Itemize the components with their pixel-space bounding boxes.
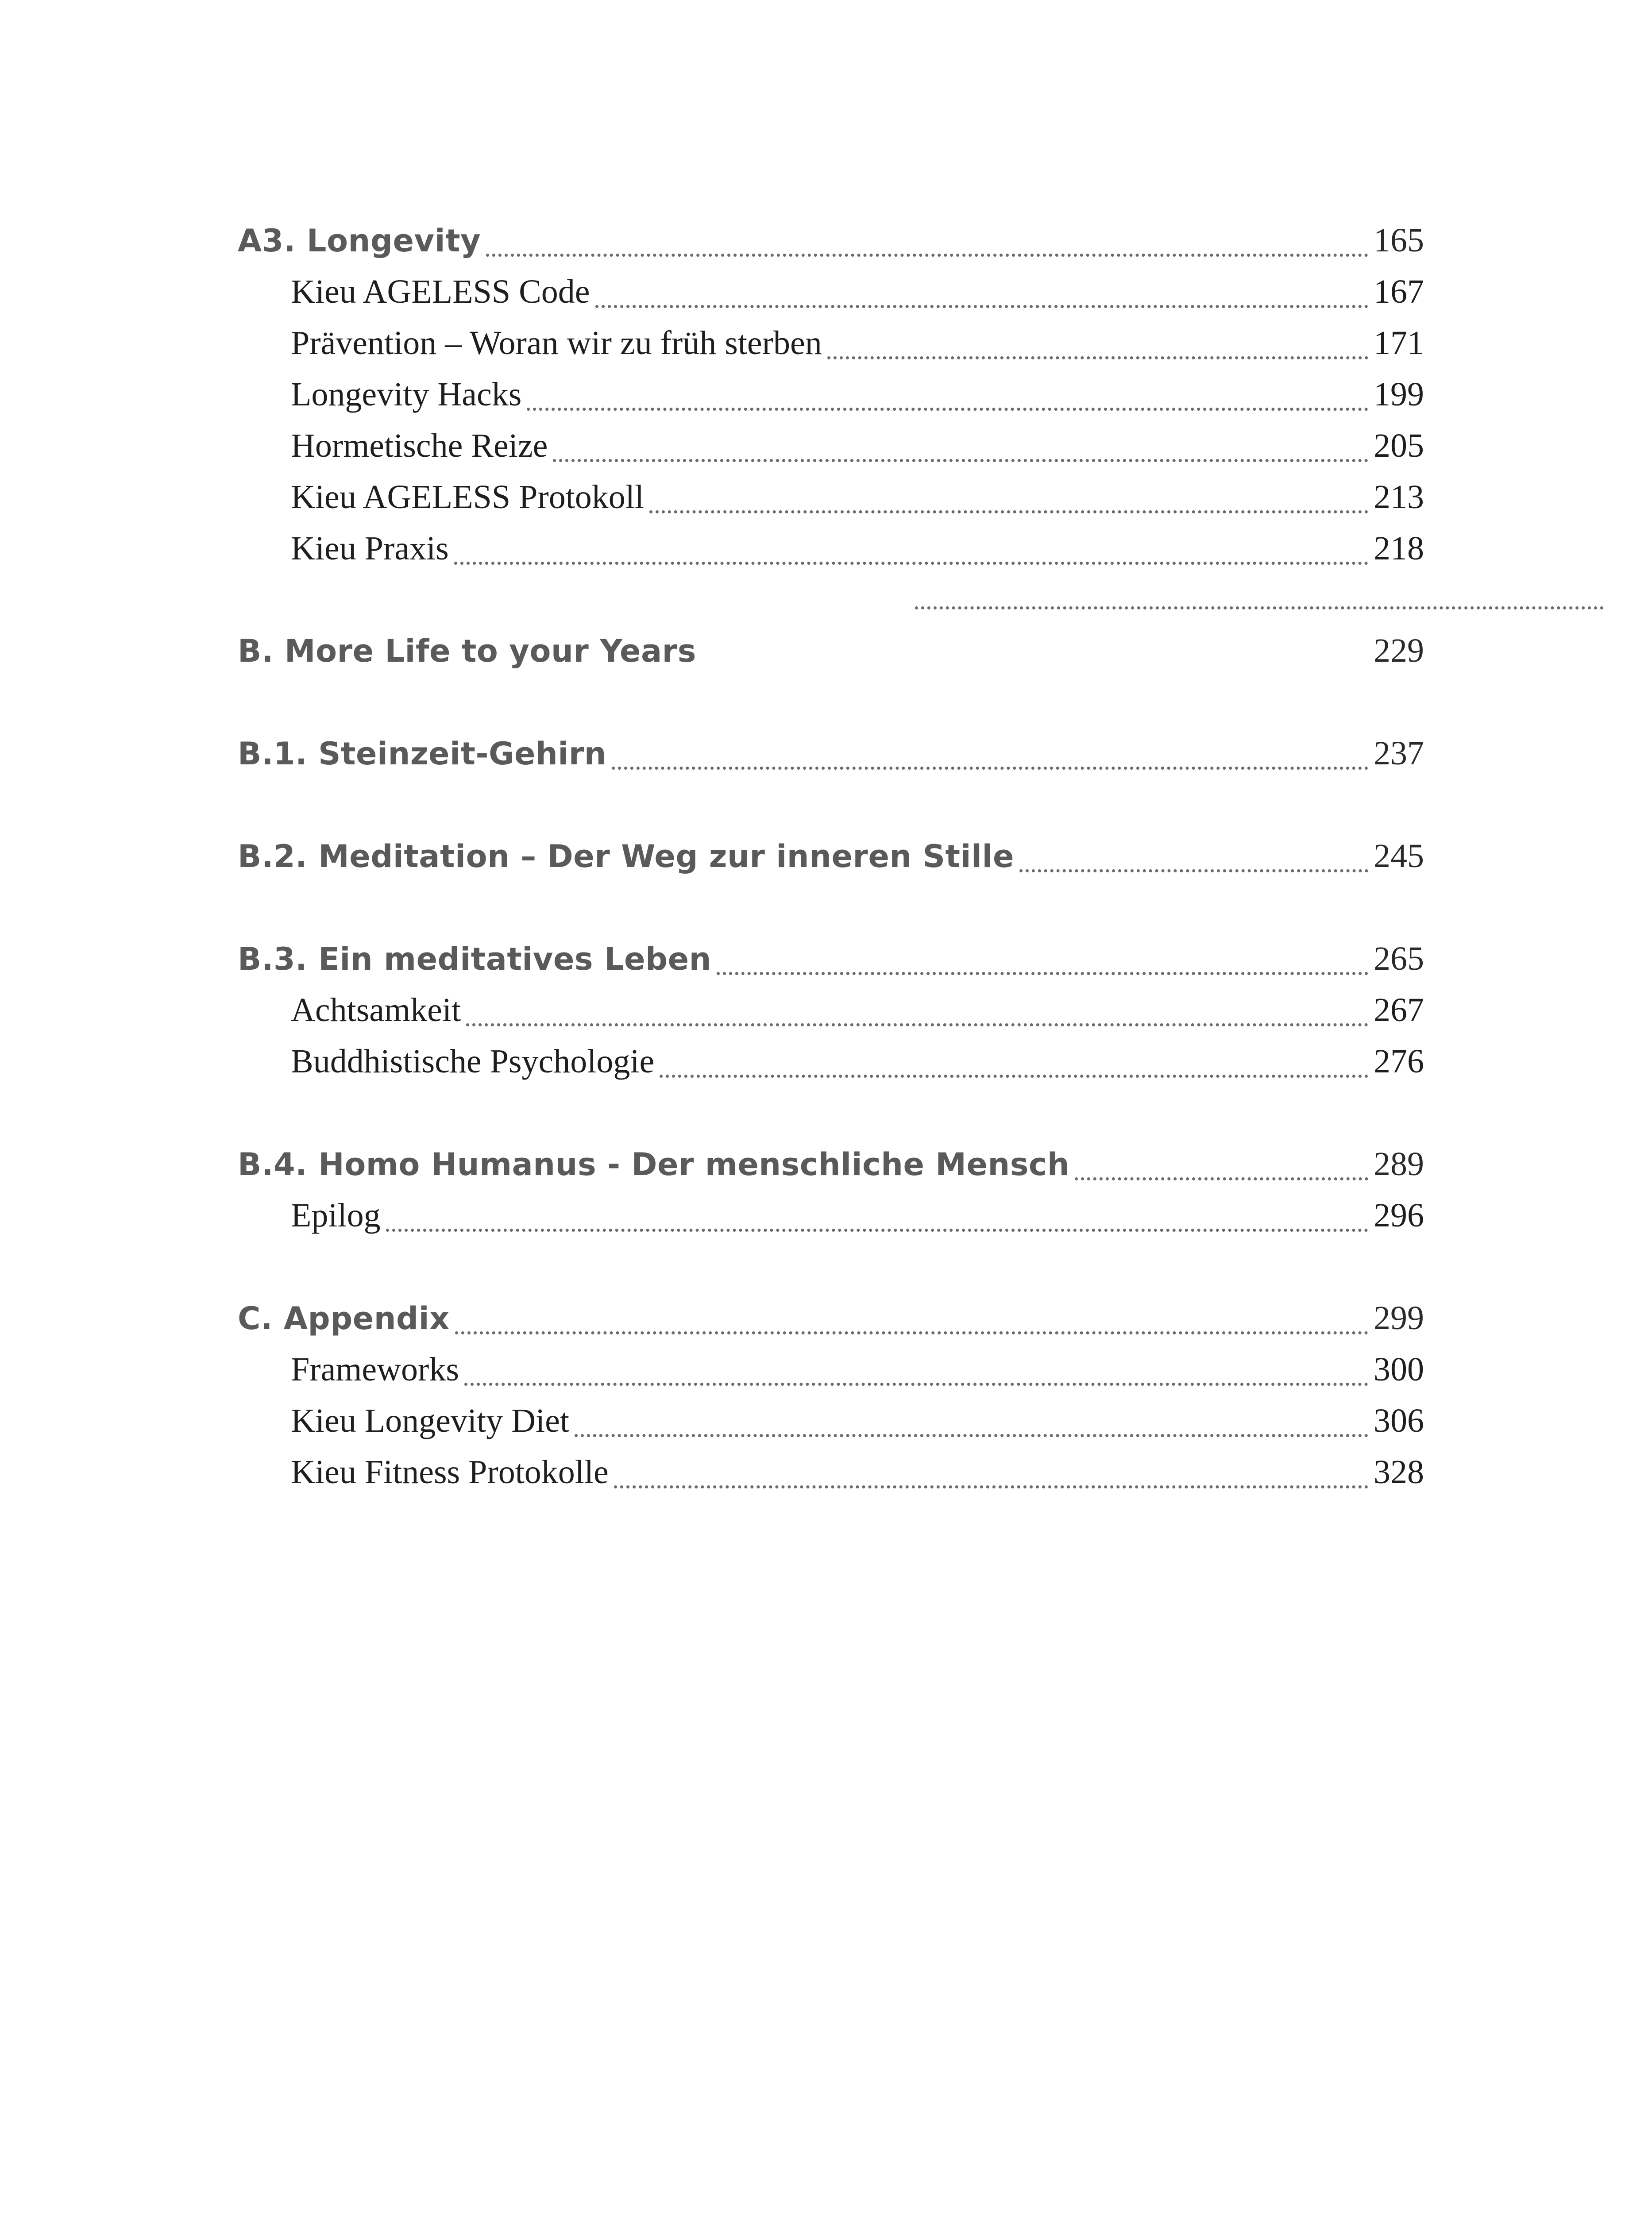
toc-entry-title: Kieu Fitness Protokolle <box>291 1453 609 1491</box>
toc-entry-title: Kieu Longevity Diet <box>291 1402 569 1439</box>
toc-leader-dots <box>595 305 1368 308</box>
toc-entry-title: A3. Longevity <box>238 223 481 259</box>
toc-entry-title: Longevity Hacks <box>291 376 522 413</box>
toc-entry-page: 289 <box>1374 1145 1424 1183</box>
toc-entry-page: 205 <box>1374 427 1424 464</box>
toc-leader-dots <box>464 1383 1368 1386</box>
toc-leader-dots <box>612 767 1368 770</box>
toc-leader-dots <box>717 972 1368 975</box>
toc-entry-page: 199 <box>1374 376 1424 413</box>
toc-entry-page: 213 <box>1374 478 1424 516</box>
toc-entry-page: 218 <box>1374 530 1424 567</box>
toc-leader-dots <box>454 562 1368 565</box>
toc-entry-page: 296 <box>1374 1197 1424 1234</box>
toc-leader-dots <box>466 1023 1368 1026</box>
toc-entry-b3-meditatives-leben <box>238 940 1424 991</box>
toc-entry-title: B.2. Meditation – Der Weg zur inneren Stille <box>238 838 1014 875</box>
toc-entry-title: Epilog <box>291 1197 381 1234</box>
toc-entry-frameworks <box>238 1350 1424 1402</box>
toc-leader-dots <box>486 254 1368 257</box>
toc-entry-title: C. Appendix <box>238 1300 450 1337</box>
toc-entry-page: 267 <box>1374 991 1424 1029</box>
toc-entry-page: 229 <box>1374 632 1424 669</box>
toc-entry-title: B. More Life to your Years <box>238 633 696 669</box>
toc-leader-dots <box>1075 1177 1368 1180</box>
toc-entry-a3-longevity <box>238 221 1424 273</box>
toc-entry-title: B.1. Steinzeit-Gehirn <box>238 736 607 772</box>
toc-leader-dots <box>614 1485 1368 1488</box>
toc-leader-dots <box>649 510 1368 513</box>
toc-entry-title: Hormetische Reize <box>291 427 548 464</box>
toc-entry-page: 306 <box>1374 1402 1424 1439</box>
toc-leader-dots <box>827 356 1368 359</box>
toc-entry-page: 265 <box>1374 940 1424 977</box>
toc-entry-praevention <box>238 324 1424 375</box>
toc-leader-dots <box>575 1434 1368 1437</box>
toc-entry-title: Kieu AGELESS Code <box>291 273 590 310</box>
toc-entry-title: Achtsamkeit <box>291 991 461 1029</box>
toc-entry-hormetische-reize <box>238 427 1424 478</box>
toc-leader-dots <box>386 1229 1368 1232</box>
toc-leader-dots <box>553 459 1368 462</box>
toc-entry-page: 237 <box>1374 735 1424 772</box>
toc-entry-kieu-ageless-protokoll <box>238 478 1424 529</box>
toc-entry-kieu-praxis <box>238 529 1424 581</box>
toc-entry-c-appendix <box>238 1299 1424 1350</box>
toc-leader-dots <box>455 1331 1368 1334</box>
toc-entry-b2-meditation <box>238 837 1424 888</box>
toc-entry-title: Prävention – Woran wir zu früh sterben <box>291 324 822 362</box>
toc-entry-kieu-longevity-diet <box>238 1402 1424 1453</box>
toc-entry-title: B.4. Homo Humanus - Der menschliche Mensch <box>238 1146 1070 1183</box>
toc-entry-b1-steinzeit-gehirn <box>238 734 1424 786</box>
toc-entry-kieu-ageless-code <box>238 273 1424 324</box>
toc-entry-b4-homo-humanus <box>238 1145 1424 1196</box>
toc-entry-title: Kieu Praxis <box>291 530 449 567</box>
toc-leader-dots <box>527 408 1368 411</box>
toc-entry-page: 276 <box>1374 1043 1424 1080</box>
toc-entry-kieu-fitness-protokolle <box>238 1453 1424 1504</box>
toc-leader-dots <box>660 1075 1368 1078</box>
toc-entry-title: Kieu AGELESS Protokoll <box>291 478 645 516</box>
toc-entry-page: 171 <box>1374 324 1424 362</box>
toc-entry-achtsamkeit <box>238 991 1424 1042</box>
toc-leader-dots <box>915 606 1604 609</box>
toc-entry-page: 165 <box>1374 222 1424 259</box>
toc-entry-title: Buddhistische Psychologie <box>291 1043 655 1080</box>
toc-entry-title: B.3. Ein meditatives Leben <box>238 941 711 977</box>
toc-entry-page: 328 <box>1374 1453 1424 1491</box>
toc-entry-longevity-hacks <box>238 375 1424 427</box>
toc-entry-b-more-life <box>238 632 1424 683</box>
toc-entry-page: 167 <box>1374 273 1424 310</box>
toc-entry-page: 299 <box>1374 1299 1424 1337</box>
toc-entry-epilog <box>238 1196 1424 1248</box>
toc-entry-page: 300 <box>1374 1351 1424 1388</box>
toc-entry-page: 245 <box>1374 837 1424 875</box>
toc-leader-dots <box>1019 869 1368 872</box>
toc-entry-buddhistische-psychologie <box>238 1042 1424 1094</box>
toc-entry-title: Frameworks <box>291 1351 459 1388</box>
